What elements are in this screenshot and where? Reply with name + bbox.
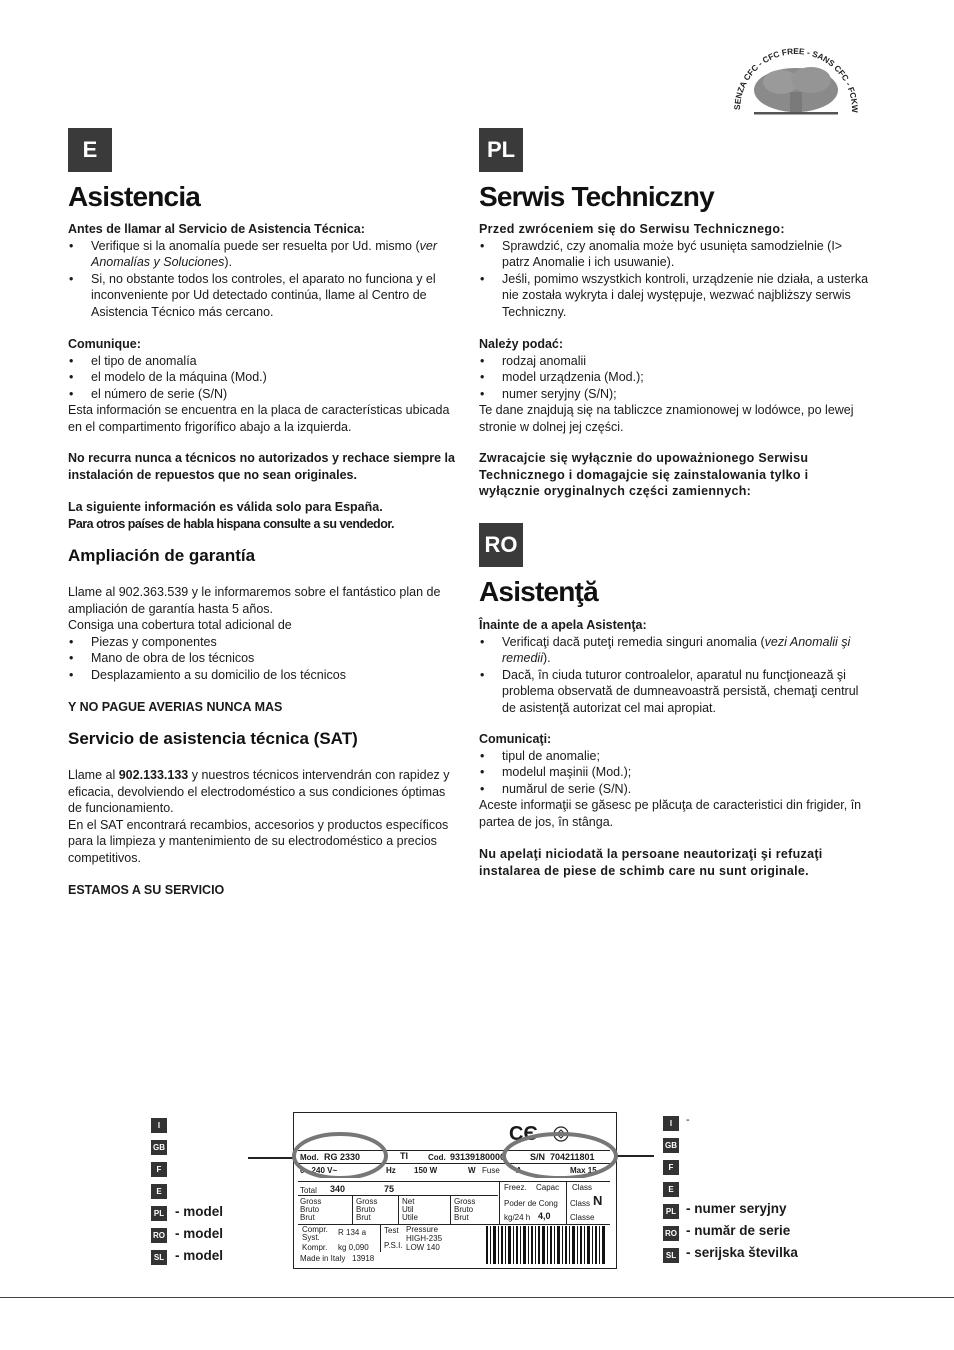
page-title-ro: Asistenţă [479,576,598,607]
plate-high: HIGH-235 [406,1234,443,1243]
plate-capac: Capac [536,1183,560,1192]
tree-icon [726,40,866,120]
es-communicate-heading: Comunique: [68,337,141,351]
es-section-warranty [68,584,460,716]
flag-e: E [663,1182,679,1197]
list-item: • Si, no obstante todos los controles, el aparato no funciona y el inconveniente por Ud detectado continúa, llame al Centro de Asistencia Técnico más cercano. [68,271,460,321]
ro-warning: Nu apelaţi niciodată la persoane neautorizaţi şi refuzaţi instalarea de piese de schimb care nu sunt originale. [479,847,823,878]
es-sat-phone: 902.133.133 [118,768,189,782]
plate-refrigerant: R 134 a [338,1228,367,1237]
ce-mark-icon: CЄ [509,1123,538,1145]
list-item: • Dacă, în ciuda tuturor controalelor, aparatul nu funcţionează şi problema observată de dumneavoastră persistă, chemaţi centrul de asistenţă autorizat cel mai apropiat. [479,667,871,717]
list-item: • el número de serie (S/N) [68,386,460,403]
list-item: • el modelo de la máquina (Mod.) [68,369,460,386]
plate-cod-value: 93139180000 [450,1152,506,1162]
es-no-pay: Y NO PAGUE AVERIAS NUNCA MAS [68,700,283,714]
plate-mod-label: Mod. [300,1153,319,1162]
list-item: • rodzaj anomalii [479,353,871,370]
es-section-sat [68,767,460,899]
es-info-text: Esta información se encuentra en la placa de características ubicada en el compartimento frigorífico abajo a la izquierda. [68,403,450,434]
flag-f: F [663,1160,679,1175]
plate-test: Test [384,1226,399,1235]
flag-ro: RO [663,1226,679,1241]
flag-f: F [151,1162,167,1177]
es-section-warning [68,450,460,532]
es-warranty-heading: Ampliación de garantía [68,546,256,565]
list-item: • el tipo de anomalía [68,353,460,370]
list-item: • numer seryjny (S/N); [479,386,871,403]
flag-gb: GB [151,1140,167,1155]
legend-model-pl: - model [175,1204,224,1219]
lang-badge-ro: RO [479,523,523,567]
list-item: • modelul maşinii (Mod.); [479,764,871,781]
plate-cod-label: Cod. [428,1153,446,1162]
flag-i: I [151,1118,167,1133]
plate-hz: Hz [386,1166,396,1175]
cfc-logo-text: SENZA CFC - CFC FREE - SANS CFC - FCKW [731,45,861,113]
pl-before-heading: Przed zwróceniem się do Serwisu Technicznego: [479,222,785,236]
es-communicate-list [68,353,460,403]
es-before-list [68,238,460,321]
es-coverage-text: Consiga una cobertura total adicional de [68,618,292,632]
plate-fuse: Fuse [482,1166,500,1175]
es-before-heading: Antes de llamar al Servicio de Asistencia Técnica: [68,222,365,236]
legend-serial-sl: - serijska številka [686,1245,798,1260]
list-item: • model urządzenia (Mod.); [479,369,871,386]
pl-before-list [479,238,871,321]
legend-dash: - [686,1114,690,1126]
plate-max: Max 15 [570,1166,597,1175]
ro-section-communicate [479,731,871,879]
list-item: • Desplazamiento a su domicilio de los técnicos [68,667,460,684]
es-warranty-text: Llame al 902.363.539 y le informaremos sobre el fantástico plan de ampliación de garantía hasta 5 años. [68,585,441,616]
plate-gross-1: Gross Bruto Brut [300,1197,322,1222]
ro-communicate-list [479,748,871,798]
plate-class: Class [572,1183,593,1192]
plate-watts: 150 W [414,1166,438,1175]
plate-kompr: Kompr. [302,1243,328,1252]
flag-sl: SL [663,1248,679,1263]
list-item: • Verificaţi dacă puteţi remedia singuri anomalia (vezi Anomalii şi remedii). [479,634,871,667]
highlight-ovals [290,1118,620,1178]
plate-fuse-a: A [516,1166,522,1175]
list-item: • Verifique si la anomalía puede ser resuelta por Ud. mismo (ver Anomalías y Soluciones). [68,238,460,271]
pl-warning: Zwracajcie się wyłącznie do upoważnionego Serwisu Technicznego i domagajcie się zainstalowania tylko i wyłącznie oryginalnych części zamiennych: [479,451,809,498]
plate-classe-label: Class [570,1199,591,1208]
barcode-icon [484,1226,610,1264]
plate-low: LOW 140 [406,1243,440,1252]
list-item: • numărul de serie (S/N). [479,781,871,798]
plate-kg24h-value: 4,0 [538,1211,551,1221]
list-item: • tipul de anomalie; [479,748,871,765]
flag-gb: GB [663,1138,679,1153]
flag-sl: SL [151,1250,167,1265]
plate-psi: P.S.I. [384,1241,403,1250]
ro-section-before [479,617,871,716]
pl-info-text: Te dane znajdują się na tabliczce znamionowej w lodówce, po lewej stronie w dolnej jej części. [479,403,854,434]
pl-give-heading: Należy podać: [479,337,564,351]
pl-section-give [479,336,871,435]
es-section-communicate [68,336,460,435]
flag-pl: PL [151,1206,167,1221]
plate-gross-3: Gross Bruto Brut [454,1197,476,1222]
es-coverage-list [68,634,460,684]
plate-sn-value: 704211801 [550,1152,595,1162]
plate-w2: W [468,1166,476,1175]
flag-e: E [151,1184,167,1199]
flag-pl: PL [663,1204,679,1219]
plate-freez: Freez. [504,1183,527,1192]
legend-model-ro: - model [175,1226,224,1241]
plate-poder: Poder de Cong [504,1199,558,1208]
legend-model-sl: - model [175,1248,224,1263]
plate-total-value: 340 [330,1184,346,1194]
es-section-before [68,221,460,320]
es-spain-only: La siguiente información es válida solo para España. [68,500,383,514]
flag-i: I [663,1116,679,1131]
plate-made-code: 13918 [352,1254,375,1263]
ro-communicate-heading: Comunicaţi: [479,732,552,746]
plate-gross-2: Gross Bruto Brut [356,1197,378,1222]
flag-ro: RO [151,1228,167,1243]
plate-kg24h: kg/24 h [504,1213,531,1222]
plate-sn-label: S/N [530,1152,546,1162]
es-sat-text: Llame al 902.133.133 y nuestros técnicos intervendrán con rapidez y eficacia, devolviendo el electrodoméstico a sus condiciones óptimas de funcionamiento. [68,768,450,815]
es-sat-heading: Servicio de asistencia técnica (SAT) [68,729,358,748]
ro-before-heading: Înainte de a apela Asistenţa: [479,618,647,632]
pl-give-list [479,353,871,403]
plate-pressure: Pressure [406,1225,439,1234]
plate-ti: TI [400,1151,408,1161]
ro-info-text: Aceste informaţii se găsesc pe plăcuţa de caracteristici din frigider, în partea de jos, în stânga. [479,798,862,829]
plate-net: Net Util Utile [402,1197,419,1222]
list-item: • Piezas y componentes [68,634,460,651]
footer-rule [0,1297,954,1298]
es-warning: No recurra nunca a técnicos no autorizados y rechace siempre la instalación de repuestos que no sean originales. [68,451,455,482]
plate-kg-value: kg 0,090 [338,1243,369,1252]
list-item: • Mano de obra de los técnicos [68,650,460,667]
plate-total: Total [300,1186,317,1195]
pl-section-warning [479,450,871,500]
legend-serial-ro: - număr de serie [686,1223,791,1238]
plate-classe: Classe [570,1213,595,1222]
plate-compr: Compr. Syst. [302,1225,328,1242]
list-item: • Sprawdzić, czy anomalia może być usunięta samodzielnie (I> patrz Anomalie i ich usuwanie). [479,238,871,271]
plate-mod-value: RG 2330 [324,1152,361,1162]
ro-before-list [479,634,871,717]
plate-made-in: Made in Italy [300,1254,346,1263]
pl-section-before [479,221,871,320]
plate-value-75: 75 [384,1184,395,1194]
lang-badge-pl: PL [479,128,523,172]
list-item: • Jeśli, pomimo wszystkich kontroli, urządzenie nie działa, a usterka nie została wykryta i dalej występuje, wezwać najbliższy serwis Techniczny. [479,271,871,321]
cfc-free-logo [726,40,866,120]
plate-voltage: 0 - 240 V~ [300,1166,338,1175]
es-sat-text2: En el SAT encontrará recambios, accesorios y productos específicos para la limpieza y mantenimiento de su electrodoméstico a precios competitivos. [68,817,449,865]
page-title-pl: Serwis Techniczny [479,181,714,212]
legend-serial-pl: - numer seryjny [686,1201,787,1216]
lang-badge-e: E [68,128,112,172]
page-title-es: Asistencia [68,181,201,212]
es-other-countries: Para otros países de habla hispana consulte a su vendedor. [68,516,394,531]
es-closing: ESTAMOS A SU SERVICIO [68,883,225,897]
plate-classe-value: N [593,1193,603,1208]
